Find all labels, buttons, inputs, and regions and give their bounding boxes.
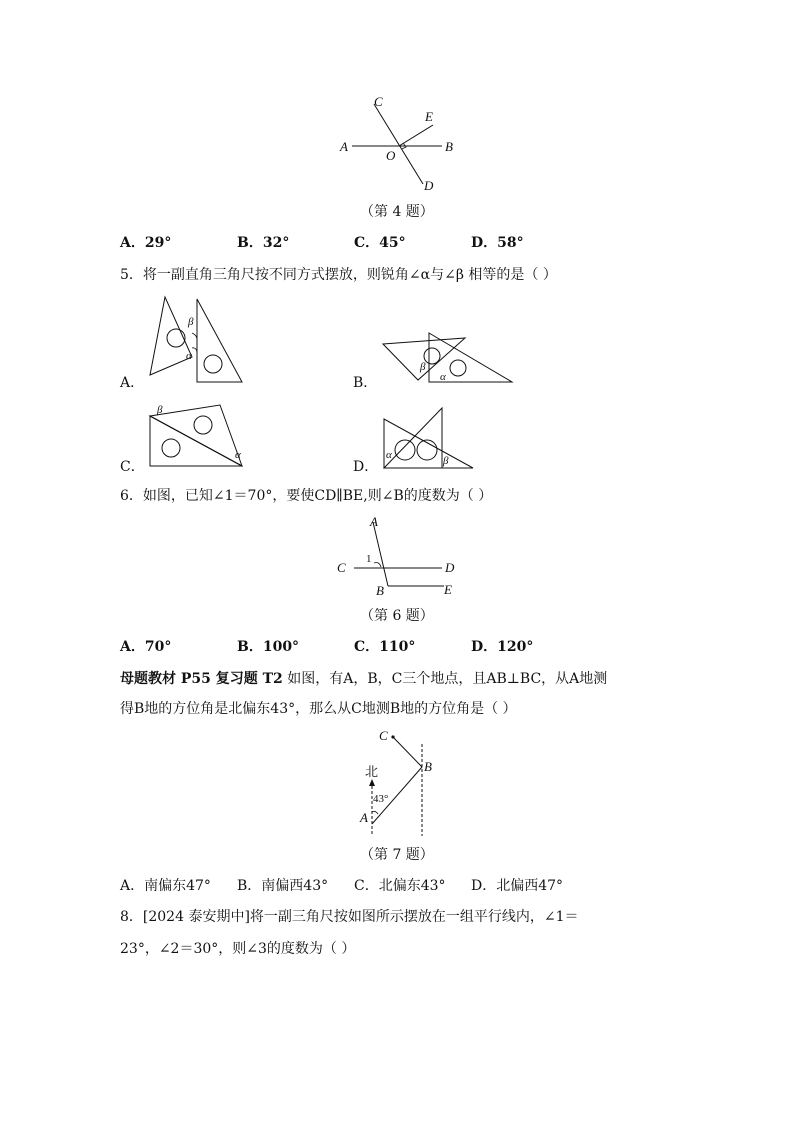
label-C: C (379, 728, 388, 743)
q5-option-b[interactable]: B． (353, 375, 378, 391)
alpha-label: α (386, 449, 392, 461)
label-E: E (444, 582, 452, 597)
label-B: B (424, 759, 432, 774)
label-D: D (424, 178, 434, 193)
label-B: B (376, 583, 384, 598)
q8-stem-line1: 8．[2024 泰安期中]将一副三角尺按如图所示摆放在一组平行线内，∠1＝ (120, 909, 579, 925)
q7-figure (355, 724, 445, 839)
q6-option-c[interactable]: C．110° (354, 639, 416, 655)
label-1: 1 (366, 553, 372, 565)
q6-option-d[interactable]: D．120° (471, 639, 534, 655)
q5-figure-c (145, 398, 255, 470)
q6-figure (330, 512, 470, 600)
label-A: A (370, 514, 378, 529)
q7-stem-line2: 得B地的方位角是北偏东43°，那么从C地测B地的方位角是（ ） (120, 701, 517, 717)
q5-figure-a (145, 295, 250, 390)
q7-option-d[interactable]: D．北偏西47° (471, 878, 564, 894)
q4-option-a[interactable]: A．29° (120, 235, 172, 251)
label-A: A (360, 810, 368, 825)
q5-stem: 5．将一副直角三角尺按不同方式摆放，则锐角∠α与∠β 相等的是（ ） (120, 267, 557, 283)
q4-figure (330, 90, 470, 200)
north-label: 北 (365, 764, 379, 779)
q7-option-c[interactable]: C．北偏东43° (354, 878, 446, 894)
label-O: O (386, 148, 396, 163)
alpha-label: α (235, 449, 241, 461)
q4-option-c[interactable]: C．45° (354, 235, 406, 251)
label-C: C (337, 560, 346, 575)
alpha-label: α (186, 350, 192, 362)
q5-option-d[interactable]: D． (353, 459, 379, 475)
q5-option-c[interactable]: C． (120, 459, 145, 475)
q7-option-b[interactable]: B．南偏西43° (237, 878, 329, 894)
q6-option-b[interactable]: B．100° (237, 639, 300, 655)
q7-caption: （第 7 题） (360, 847, 434, 863)
q7-option-a[interactable]: A．南偏东47° (120, 878, 211, 894)
label-A: A (340, 139, 348, 154)
q7-source-tag: 母题教材 P55 复习题 T2 (120, 671, 283, 687)
angle-label: 43° (373, 793, 389, 805)
beta-label: β (188, 316, 194, 328)
q4-option-b[interactable]: B．32° (237, 235, 290, 251)
q5-figure-d (380, 406, 480, 472)
label-B: B (445, 139, 453, 154)
q6-caption: （第 6 题） (360, 608, 434, 624)
beta-label: β (420, 361, 426, 373)
q8-stem-line2: 23°，∠2＝30°，则∠3的度数为（ ） (120, 941, 356, 957)
label-E: E (425, 109, 433, 124)
q4-caption: （第 4 题） (360, 204, 434, 220)
q5-option-a[interactable]: A． (120, 375, 145, 391)
q7-text-1: 如图，有A，B，C三个地点，且AB⊥BC，从A地测 (282, 671, 608, 687)
label-C: C (374, 94, 383, 109)
q7-stem-line1 (120, 670, 607, 688)
q6-option-a[interactable]: A．70° (120, 639, 172, 655)
q4-option-d[interactable]: D．58° (471, 235, 524, 251)
q6-stem: 6．如图，已知∠1＝70°，要使CD∥BE,则∠B的度数为（ ） (120, 488, 493, 504)
q5-figure-b (380, 330, 520, 390)
beta-label: β (157, 404, 163, 416)
beta-label: β (443, 455, 449, 467)
alpha-label: α (440, 371, 446, 383)
label-D: D (445, 560, 455, 575)
